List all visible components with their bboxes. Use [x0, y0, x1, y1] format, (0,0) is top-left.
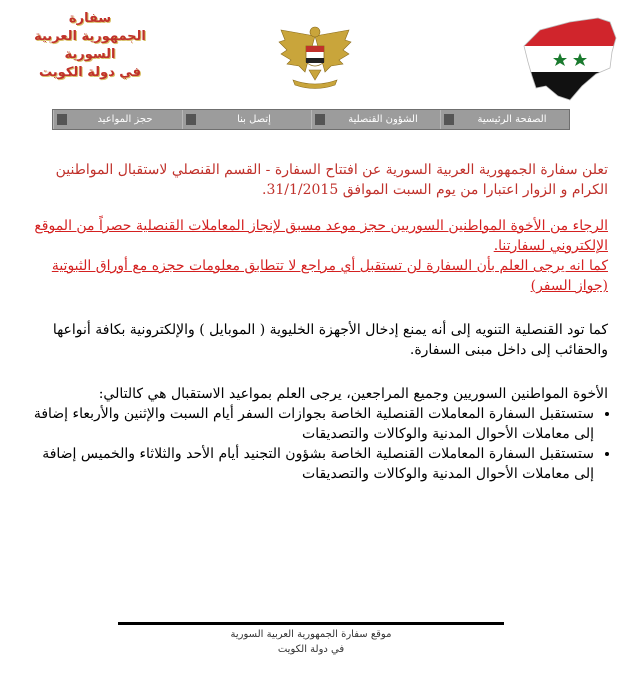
nav-square-icon [444, 114, 454, 125]
embassy-name-line3: في دولة الكويت [39, 65, 141, 80]
embassy-name-line2: الجمهورية العربية السورية [34, 29, 146, 62]
nav-consular-label: الشؤون القنصلية [348, 114, 418, 125]
nav-square-icon [57, 114, 67, 125]
schedule-intro: الأخوة المواطنين السوريين وجميع المراجعين، يرجى العلم بمواعيد الاستقبال هي كالتالي: [98, 386, 608, 402]
nav-consular-affairs[interactable] [311, 110, 440, 129]
nav-home[interactable] [440, 110, 569, 129]
nav-home-label: الصفحة الرئيسية [477, 114, 547, 125]
embassy-name [10, 10, 170, 82]
main-content [22, 160, 608, 484]
syria-flag-map-icon [518, 16, 618, 102]
embassy-name-line1: سفارة [68, 11, 112, 26]
site-header [0, 0, 629, 105]
site-footer [118, 627, 504, 657]
footer-line2: في دولة الكويت [277, 644, 345, 655]
list-item: • ستستقبل السفارة المعاملات القنصلية الخاصة بشؤون التجنيد أيام الأحد والثلاثاء والخميس إضافة إلى معاملات الأحوال المدنية والوكالات والتصديقات [22, 444, 594, 484]
schedule-list [22, 404, 608, 484]
booking-notice-link[interactable]: الرجاء من الأخوة المواطنين السوريين حجز موعد مسبق لإنجاز المعاملات القنصلية حصراً من الموقع الإلكتروني لسفارتنا. [34, 218, 608, 254]
eagle-emblem-icon [275, 22, 355, 90]
main-nav [52, 109, 570, 130]
announcement-text: تعلن سفارة الجمهورية العربية السورية عن افتتاح السفارة - القسم القنصلي لاستقبال المواطنين الكرام و الزوار اعتبارا من يوم السبت الموافق 31/1/2015. [55, 162, 608, 198]
footer-line1: موقع سفارة الجمهورية العربية السورية [230, 629, 392, 640]
nav-square-icon [186, 114, 196, 125]
nav-contact[interactable] [182, 110, 311, 129]
list-item: • ستستقبل السفارة المعاملات القنصلية الخاصة بجوازات السفر أيام السبت والإثنين والأربعاء إضافة إلى معاملات الأحوال المدنية والوكالات والتصديقات [22, 404, 594, 444]
nav-contact-label: إتصل بنا [237, 114, 271, 125]
nav-appointments-label: حجز المواعيد [97, 114, 153, 125]
nav-square-icon [315, 114, 325, 125]
documents-notice: كما انه يرجى العلم بأن السفارة لن تستقبل أي مراجع لا تتطابق معلومات حجزه مع أوراق الثبوتية (جواز السفر) [51, 258, 608, 294]
nav-appointments[interactable] [53, 110, 182, 129]
footer-divider [118, 622, 504, 625]
devices-notice: كما تود القنصلية التنويه إلى أنه يمنع إدخال الأجهزة الخليوية ( الموبايل ) والإلكترونية بكافة أنواعها والحقائب إلى داخل مبنى السفارة. [52, 322, 608, 358]
